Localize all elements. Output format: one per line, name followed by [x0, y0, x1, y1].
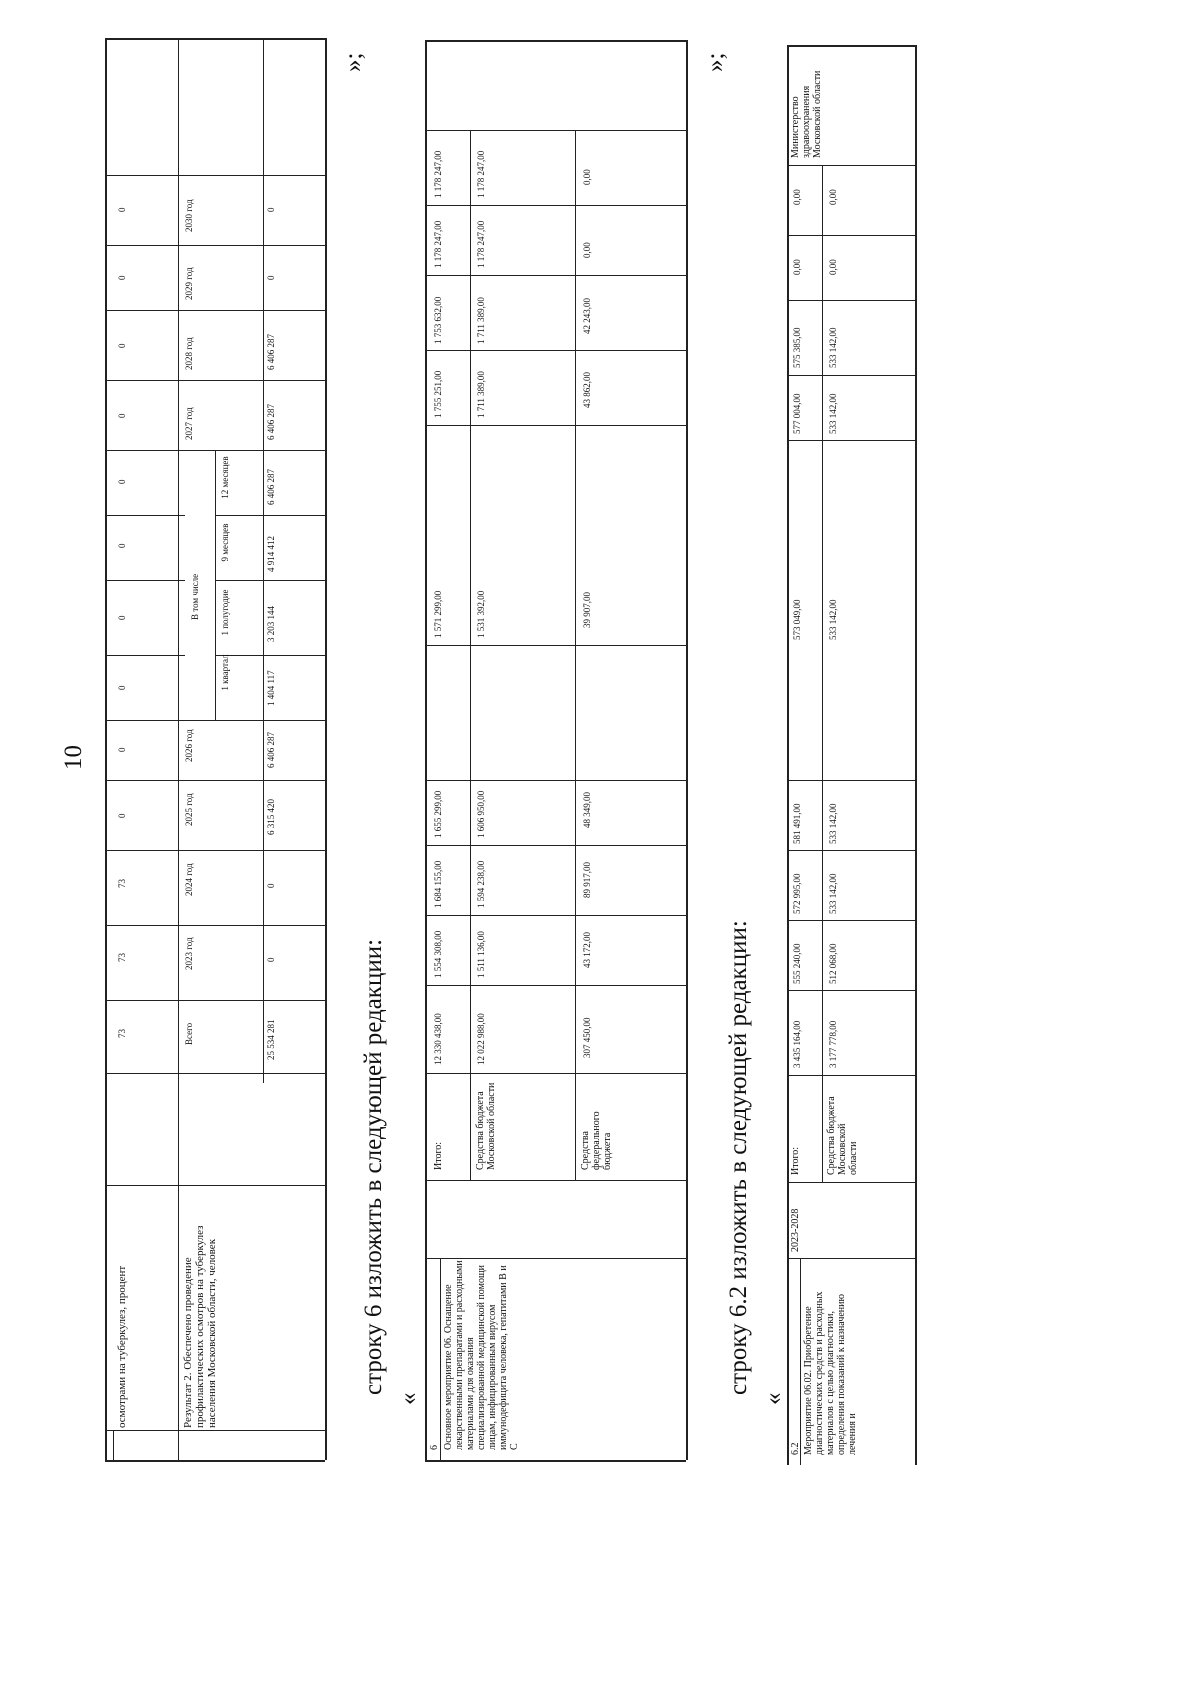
cell: 1 554 308,00	[433, 930, 443, 978]
cell: 577 004,00	[792, 393, 802, 434]
cell: 1 531 392,00	[476, 590, 486, 638]
cell: 1 404 117	[266, 670, 276, 706]
col-header: 1 квартал	[220, 654, 230, 691]
cell: 0	[266, 207, 276, 212]
col-header: 1 полугодие	[220, 589, 230, 636]
row-label: Результат 2. Обеспечено проведение профилактических осмотров на туберкулез населения Московской области, человек	[182, 1225, 218, 1428]
cell: 0,00	[792, 259, 802, 275]
row-number: 6.2	[790, 1442, 801, 1455]
cell: 1 594 238,00	[476, 860, 486, 908]
cell: 307 450,00	[582, 1017, 592, 1058]
cell: 1 755 251,00	[433, 370, 443, 418]
cell: 533 142,00	[828, 599, 838, 640]
cell: 555 240,00	[792, 943, 802, 984]
cell: 12 330 438,00	[433, 1013, 443, 1065]
col-header: 2029 год	[184, 267, 194, 300]
cell: 0	[117, 275, 127, 280]
cell: 573 049,00	[792, 599, 802, 640]
open-quote: «	[395, 1392, 422, 1405]
page-number: 10	[60, 745, 87, 770]
cell: 42 243,00	[582, 298, 592, 334]
cell: 1 178 247,00	[476, 150, 486, 198]
cell: 6 406 287	[266, 732, 276, 768]
col-header: 2023 год	[184, 937, 194, 970]
cell: 73	[117, 953, 127, 962]
row-label: Основное мероприятие 06. Оснащение лекарственными препаратами и расходными материалами для оказания специализированной медицинской помощи лицам, инфицированным вирусом иммунодефицита человека, гепатитами В и С	[443, 1260, 520, 1450]
cell: 73	[117, 1029, 127, 1038]
cell: 1 711 389,00	[476, 371, 486, 418]
col-header: Всего	[184, 1022, 194, 1045]
cell: 1 753 632,00	[433, 296, 443, 344]
source-label: Средства федерального бюджета	[580, 1111, 613, 1170]
cell: 0	[117, 343, 127, 348]
cell: 581 491,00	[792, 803, 802, 844]
cell: 43 862,00	[582, 372, 592, 408]
col-header: 9 месяцев	[220, 523, 230, 562]
source-label: Средства бюджета Московской области	[826, 1096, 859, 1175]
col-header: 2026 год	[184, 729, 194, 762]
col-header: 12 месяцев	[220, 456, 230, 499]
cell: 1 606 950,00	[476, 790, 486, 838]
cell: 533 142,00	[828, 873, 838, 914]
cell: 0,00	[792, 189, 802, 205]
close-quote: »;	[340, 52, 367, 72]
amendment-heading: строку 6.2 изложить в следующей редакции:	[725, 920, 752, 1395]
cell: 0	[117, 543, 127, 548]
cell: 3 435 164,00	[792, 1020, 802, 1068]
cell: 6 406 287	[266, 469, 276, 505]
cell: 0	[266, 883, 276, 888]
period: 2023-2028	[790, 1208, 801, 1252]
cell: 0	[117, 615, 127, 620]
col-header: В том числе	[190, 573, 200, 620]
row-label: Мероприятие 06.02. Приобретение диагностических средств и расходных материалов с целью диагностики, определения показаний к назначению лечения и	[803, 1291, 858, 1455]
cell: 1 511 136,00	[476, 931, 486, 978]
col-header: 2024 год	[184, 863, 194, 896]
cell: 4 914 412	[266, 536, 276, 572]
close-quote: »;	[702, 52, 729, 72]
source-label: Итого:	[433, 1141, 444, 1170]
cell: 12 022 988,00	[476, 1013, 486, 1065]
cell: 3 177 778,00	[828, 1020, 838, 1068]
cell: 0,00	[582, 169, 592, 185]
col-header: 2027 год	[184, 407, 194, 440]
cell: 533 142,00	[828, 327, 838, 368]
cell: 1 711 389,00	[476, 297, 486, 344]
cell: 0	[117, 207, 127, 212]
cell: 3 203 144	[266, 606, 276, 642]
cell: 1 178 247,00	[433, 150, 443, 198]
row-number: 6	[429, 1445, 440, 1450]
cell: 89 917,00	[582, 862, 592, 898]
cell: 1 655 299,00	[433, 790, 443, 838]
row-label: осмотрами на туберкулез, процент	[116, 1265, 128, 1428]
cell: 0	[266, 275, 276, 280]
cell: 533 142,00	[828, 393, 838, 434]
cell: 0	[117, 413, 127, 418]
cell: 533 142,00	[828, 803, 838, 844]
cell: 73	[117, 879, 127, 888]
cell: 1 178 247,00	[476, 220, 486, 268]
cell: 0,00	[828, 259, 838, 275]
cell: 6 315 420	[266, 799, 276, 835]
cell: 43 172,00	[582, 932, 592, 968]
cell: 0	[266, 957, 276, 962]
cell: 48 349,00	[582, 792, 592, 828]
source-label: Итого:	[790, 1146, 801, 1175]
responsible: Министерство здравоохранения Московской области	[790, 70, 823, 158]
cell: 512 068,00	[828, 943, 838, 984]
cell: 0	[117, 813, 127, 818]
cell: 575 385,00	[792, 327, 802, 368]
cell: 1 571 299,00	[433, 590, 443, 638]
cell: 1 178 247,00	[433, 220, 443, 268]
open-quote: «	[760, 1392, 787, 1405]
cell: 25 534 281	[266, 1019, 276, 1060]
cell: 0	[117, 685, 127, 690]
cell: 39 907,00	[582, 592, 592, 628]
cell: 0,00	[582, 242, 592, 258]
cell: 6 406 287	[266, 334, 276, 370]
amendment-heading: строку 6 изложить в следующей редакции:	[360, 938, 387, 1395]
cell: 0,00	[828, 189, 838, 205]
col-header: 2030 год	[184, 199, 194, 232]
source-label: Средства бюджета Московской области	[475, 1082, 497, 1170]
cell: 1 684 155,00	[433, 860, 443, 908]
cell: 0	[117, 747, 127, 752]
col-header: 2028 год	[184, 337, 194, 370]
col-header: 2025 год	[184, 793, 194, 826]
cell: 0	[117, 479, 127, 484]
cell: 572 995,00	[792, 873, 802, 914]
cell: 6 406 287	[266, 404, 276, 440]
